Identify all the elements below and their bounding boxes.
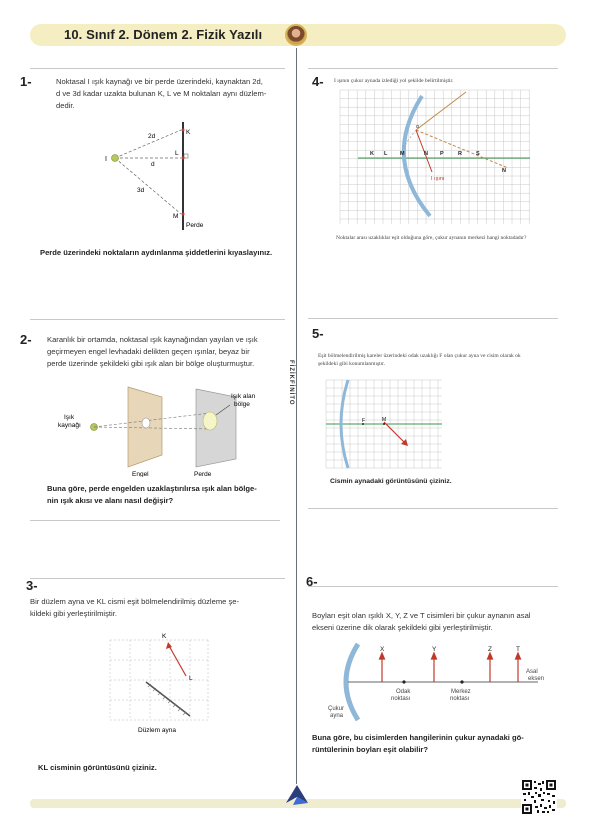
question-4-text: I ışının çukur aynada izlediği yol şekilde belirtilmiştir. — [334, 78, 454, 84]
label-screen: Perde — [194, 471, 212, 477]
grid — [340, 90, 530, 224]
label-2d: 2d — [148, 133, 156, 140]
focus-dot — [402, 680, 405, 683]
q5-line-1: Eşit bölmelendirilmiş kareler üzerindeki odak uzaklığı F olan çukur ayna ve cisim olarak ok — [318, 353, 521, 359]
label-m: M — [382, 417, 387, 423]
label-center-1: Merkez — [451, 689, 471, 695]
object-arrow — [384, 422, 406, 444]
question-5-prompt: Cismin aynadaki görüntüsünü çiziniz. — [330, 478, 452, 485]
question-4-number: 4- — [312, 74, 324, 89]
label-region-1: Işık alan — [231, 393, 256, 400]
separator — [30, 319, 285, 320]
hole — [142, 418, 150, 428]
label-p: P — [440, 151, 444, 157]
question-2-number: 2- — [20, 332, 32, 347]
q2-line-3: perde üzerinde şekildeki gibi ışık alan bir bölge oluşturmuştur. — [47, 359, 255, 368]
qr-code-icon[interactable] — [521, 779, 557, 815]
q2-line-2: geçirmeyen engel levhadaki delikten geçen ışınlar, beyaz bir — [47, 347, 250, 356]
plane-mirror — [146, 682, 190, 716]
label-source: I — [105, 156, 107, 163]
ray-to-m — [115, 158, 181, 214]
label-l: L — [175, 150, 179, 157]
label-obstacle: Engel — [132, 471, 149, 477]
question-2-prompt — [47, 483, 257, 507]
center-dot — [460, 680, 463, 683]
label-axis-1: Asal — [526, 669, 538, 675]
question-3-figure — [106, 630, 214, 738]
right-angle-mark — [184, 154, 188, 158]
label-t: T — [516, 646, 520, 653]
author-avatar-icon — [285, 24, 307, 46]
label-s: S — [476, 151, 480, 157]
label-k: K — [162, 633, 167, 640]
label-region-2: bölge — [234, 401, 250, 408]
arrow-head — [432, 653, 437, 659]
question-2-text — [47, 334, 258, 370]
q2-prompt-line-1: Buna göre, perde engelden uzaklaştırılırsa ışık alan bölge- — [47, 484, 257, 493]
label-k: K — [370, 151, 374, 157]
label-focus-2: noktası — [391, 696, 411, 702]
q6-prompt-line-1: Buna göre, bu cisimlerden hangilerinin çukur aynadaki gö- — [312, 733, 524, 742]
point-m-dot — [182, 213, 185, 216]
column-divider — [296, 48, 297, 784]
center-dot — [383, 423, 385, 425]
label-mirror: Düzlem ayna — [138, 727, 176, 734]
label-k: K — [186, 129, 191, 136]
question-2-figure — [58, 385, 273, 477]
q6-line-1: Boyları eşit olan ışıklı X, Y, Z ve T cisimleri bir çukur aynanın asal — [312, 611, 531, 620]
arrow-head — [380, 653, 385, 659]
label-y: Y — [432, 646, 437, 653]
label-x: X — [380, 646, 385, 653]
label-z: Z — [488, 646, 492, 653]
question-6-prompt — [312, 732, 524, 756]
label-mirror-2: ayna — [330, 713, 344, 719]
label-axis-2: eksen — [528, 676, 545, 682]
label-l: L — [189, 675, 193, 682]
label-d: d — [151, 161, 155, 168]
question-6-figure — [326, 642, 554, 724]
question-6-text — [312, 610, 530, 634]
label-m: M — [400, 151, 405, 157]
q1-line-2: d ve 3d kadar uzakta bulunan K, L ve M noktaları aynı düzlem- — [56, 89, 267, 98]
light-source-icon — [112, 155, 119, 162]
label-i-ray: I ışını — [431, 176, 445, 182]
question-5-text — [318, 352, 521, 368]
q6-prompt-line-2: rüntülerinin boyları eşit olabilir? — [312, 745, 429, 754]
question-4-figure — [336, 88, 532, 228]
separator — [308, 508, 558, 509]
label-focus-1: Odak — [396, 689, 411, 695]
question-6-number: 6- — [306, 574, 318, 589]
question-1-text — [56, 76, 266, 112]
q3-line-1: Bir düzlem ayna ve KL cismi eşit bölmelendirilmiş düzleme şe- — [30, 597, 240, 606]
separator — [308, 318, 558, 319]
question-5-number: 5- — [312, 326, 324, 341]
separator — [30, 68, 285, 69]
separator — [308, 68, 558, 69]
q2-prompt-line-2: nin ışık akısı ve alanı nasıl değişir? — [47, 496, 174, 505]
question-4-prompt: Noktalar arası uzaklıklar eşit olduğuna göre, çukur aynanın merkezi hangi noktadadır? — [336, 235, 527, 241]
q2-line-1: Karanlık bir ortamda, noktasal ışık kaynağından yayılan ve ışık — [47, 335, 258, 344]
label-f: F — [362, 418, 366, 424]
q5-line-2: şekildeki gibi konumlanmıştır. — [318, 361, 386, 367]
label-source-2: kaynağı — [58, 422, 81, 429]
screen-plate — [196, 389, 236, 467]
q1-line-3: dedir. — [56, 101, 75, 110]
point-k-dot — [182, 129, 185, 132]
label-center-2: noktası — [450, 696, 470, 702]
angle-mark: α — [416, 124, 419, 130]
reflected-ray — [416, 130, 508, 168]
q6-line-2: ekseni üzerine dik olarak şekildeki gibi yerleştirilmiştir. — [312, 623, 493, 632]
separator — [30, 520, 280, 521]
publisher-logo-icon — [283, 783, 311, 807]
arrow-head — [516, 653, 521, 659]
label-l: L — [384, 151, 388, 157]
q1-line-1: Noktasal I ışık kaynağı ve bir perde üzerindeki, kaynaktan 2d, — [56, 77, 263, 86]
question-1-prompt: Perde üzerindeki noktaların aydınlanma şiddetlerini kıyaslayınız. — [40, 248, 273, 257]
q3-line-2: kildeki gibi yerleştirilmiştir. — [30, 609, 117, 618]
side-brand-text: FİZİKFİNİTO — [288, 360, 294, 406]
separator — [30, 578, 285, 579]
question-3-number: 3- — [26, 578, 38, 593]
arrow-head — [166, 642, 172, 649]
question-1-figure — [96, 118, 226, 233]
grid — [110, 640, 208, 720]
label-3d: 3d — [137, 187, 145, 194]
label-r: R — [458, 151, 462, 157]
label-n: N — [424, 151, 428, 157]
question-5-figure — [322, 376, 444, 472]
label-source-1: Işık — [64, 414, 75, 421]
arrow-head — [488, 653, 493, 659]
question-1-number: 1- — [20, 74, 32, 89]
question-3-prompt: KL cisminin görüntüsünü çiziniz. — [38, 763, 157, 772]
label-mirror-1: Çukur — [328, 706, 345, 712]
label-m: M — [173, 213, 179, 220]
label-ray-end: N — [502, 168, 506, 174]
separator — [308, 586, 558, 587]
label-screen: Perde — [186, 222, 204, 229]
question-3-text — [30, 596, 239, 620]
page-title: 10. Sınıf 2. Dönem 2. Fizik Yazılı — [64, 27, 263, 42]
lit-region — [203, 412, 217, 430]
